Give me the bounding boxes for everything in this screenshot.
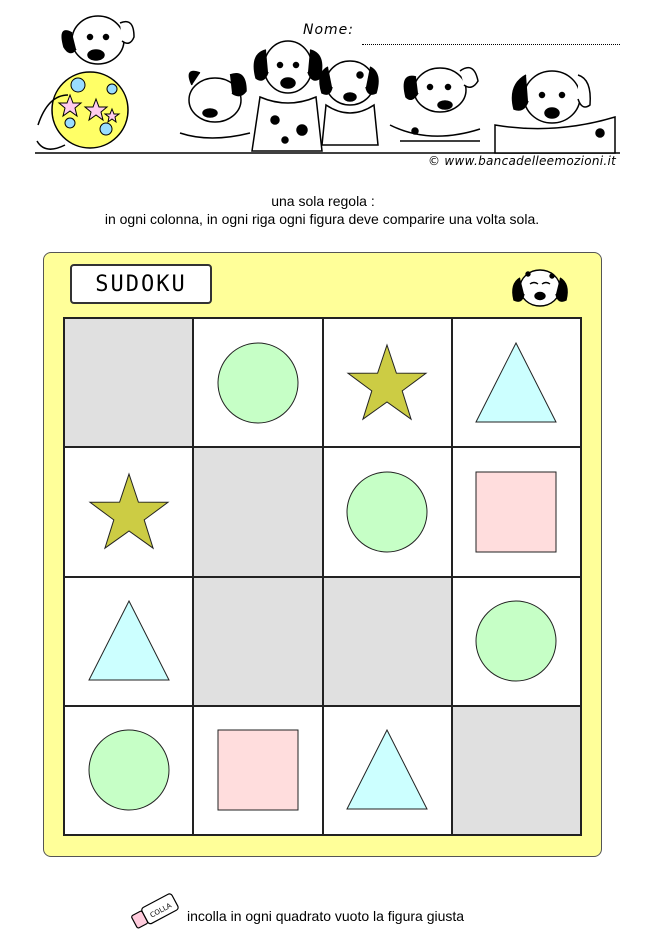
square-shape (213, 725, 303, 815)
cell-r4c2 (193, 706, 322, 835)
sudoku-grid (63, 317, 582, 836)
empty-cell-r3c3[interactable] (323, 577, 452, 706)
triangle-shape (84, 596, 174, 686)
empty-cell-r2c2[interactable] (193, 447, 322, 576)
star-shape (342, 338, 432, 428)
circle-shape (84, 725, 174, 815)
cell-r4c1 (64, 706, 193, 835)
rule-line-1: una sola regola : (271, 193, 375, 209)
rule-line-2: in ogni colonna, in ogni riga ogni figura deve comparire una volta sola. (104, 211, 540, 227)
cell-r2c3 (323, 447, 452, 576)
circle-shape (213, 338, 303, 428)
website-credit: © www.bancadelleemozioni.it (428, 154, 617, 168)
circle-shape (342, 467, 432, 557)
name-field-line[interactable] (362, 44, 620, 45)
square-shape (471, 467, 561, 557)
triangle-shape (342, 725, 432, 815)
cell-r3c4 (452, 577, 581, 706)
name-label: Nome: (303, 22, 355, 38)
circle-shape (471, 596, 561, 686)
glue-label: COLLA (148, 901, 173, 920)
triangle-shape (471, 338, 561, 428)
cell-r2c1 (64, 447, 193, 576)
puzzle-title: SUDOKU (70, 264, 212, 304)
cell-r4c3 (323, 706, 452, 835)
dalmatian-face-icon (508, 262, 572, 312)
glue-stick-icon (128, 888, 184, 936)
cell-r2c4 (452, 447, 581, 576)
empty-cell-r3c2[interactable] (193, 577, 322, 706)
cell-r3c1 (64, 577, 193, 706)
footer-instruction: incolla in ogni quadrato vuoto la figura giusta (187, 908, 465, 924)
cell-r1c2 (193, 318, 322, 447)
star-shape (84, 467, 174, 557)
empty-cell-r4c4[interactable] (452, 706, 581, 835)
cell-r1c3 (323, 318, 452, 447)
cell-r1c4 (452, 318, 581, 447)
empty-cell-r1c1[interactable] (64, 318, 193, 447)
